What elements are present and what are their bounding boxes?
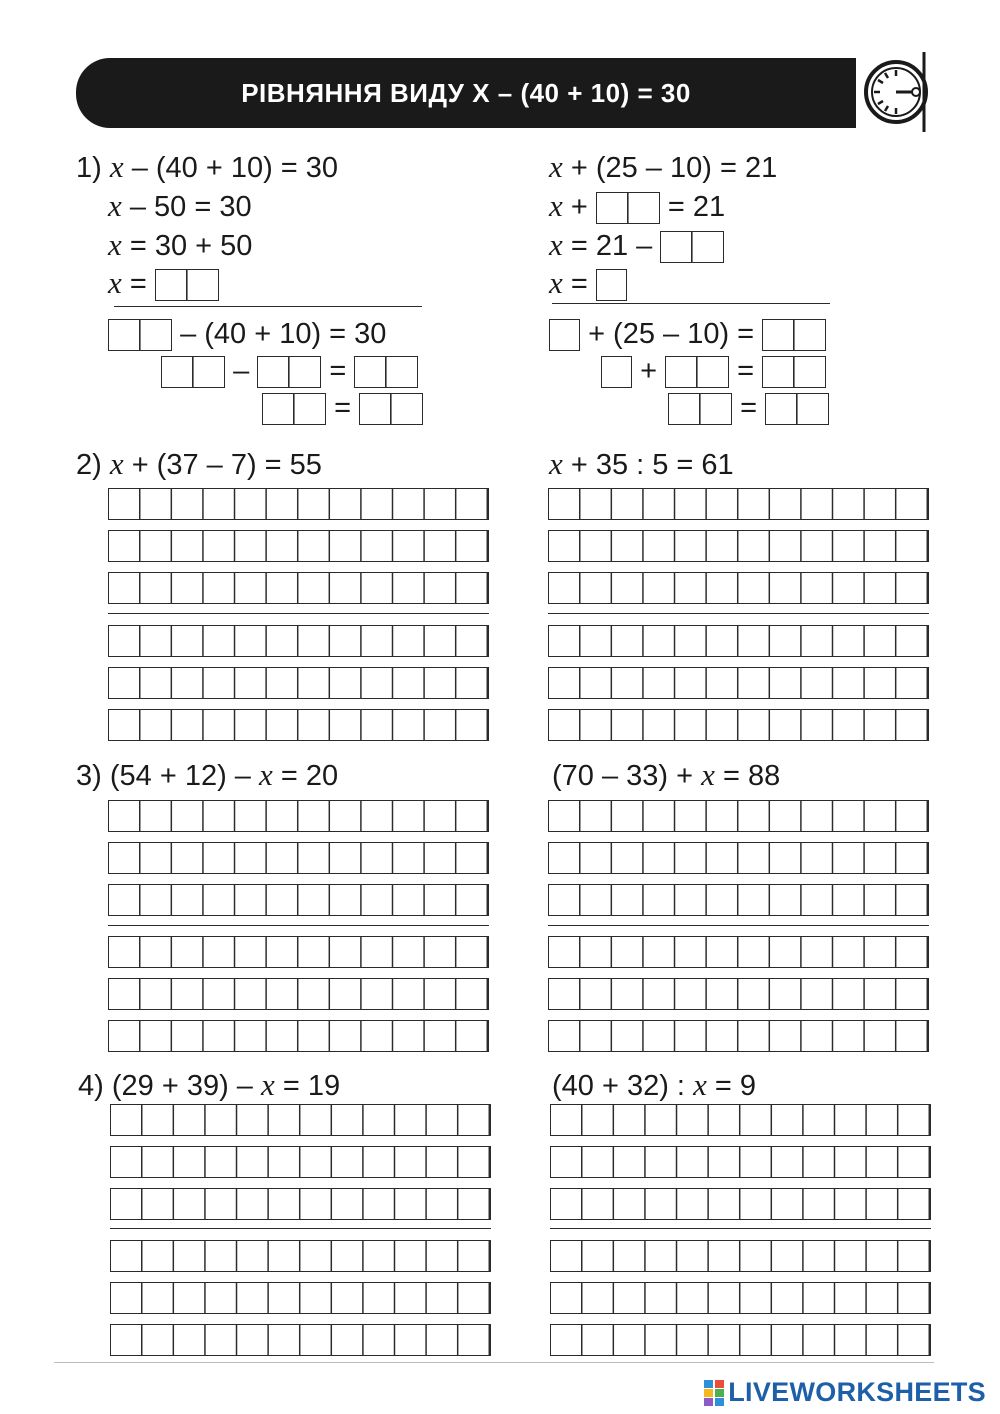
answer-box[interactable] [262, 393, 326, 425]
liveworksheets-logo-icon [704, 1380, 724, 1406]
divider [550, 1228, 931, 1229]
answer-grid-row[interactable] [108, 978, 489, 1010]
answer-grid-row[interactable] [548, 488, 929, 520]
task3-left-equation: 3) (54 + 12) – x = 20 [76, 757, 339, 792]
task3-right-equation: (70 – 33) + x = 88 [552, 757, 781, 792]
answer-box[interactable] [257, 356, 321, 388]
task1-right-line1: x + (25 – 10) = 21 [549, 149, 778, 184]
divider [110, 1228, 491, 1229]
answer-grid-row[interactable] [108, 530, 489, 562]
divider [114, 306, 422, 307]
divider [552, 303, 830, 304]
answer-grid-row[interactable] [548, 800, 929, 832]
answer-box[interactable] [596, 192, 660, 224]
task1-right-check1: + (25 – 10) = [549, 317, 826, 351]
answer-grid-row[interactable] [550, 1324, 931, 1356]
task1-left-check2: – = [161, 354, 418, 388]
answer-box[interactable] [596, 269, 627, 301]
answer-box[interactable] [108, 319, 172, 351]
task-number: 1) [76, 152, 102, 184]
answer-grid-row[interactable] [548, 667, 929, 699]
answer-grid-row[interactable] [550, 1146, 931, 1178]
answer-grid-row[interactable] [108, 1020, 489, 1052]
page-title: РІВНЯННЯ ВИДУ X – (40 + 10) = 30 [241, 77, 691, 108]
answer-grid-row[interactable] [548, 530, 929, 562]
divider [548, 613, 929, 614]
footer-divider [54, 1362, 934, 1363]
answer-grid-row[interactable] [548, 625, 929, 657]
answer-grid-row[interactable] [108, 625, 489, 657]
divider [108, 613, 489, 614]
task1-left-check1: – (40 + 10) = 30 [108, 317, 386, 351]
answer-grid-row[interactable] [110, 1146, 491, 1178]
task2-left-equation: 2) x + (37 – 7) = 55 [76, 446, 322, 481]
answer-box[interactable] [155, 269, 219, 301]
answer-grid-row[interactable] [548, 572, 929, 604]
answer-grid-row[interactable] [550, 1282, 931, 1314]
answer-grid-row[interactable] [108, 488, 489, 520]
answer-grid-row[interactable] [110, 1188, 491, 1220]
answer-grid-row[interactable] [548, 978, 929, 1010]
task1-left-line1: 1) x – (40 + 10) = 30 [76, 149, 339, 184]
answer-grid-row[interactable] [548, 936, 929, 968]
answer-box[interactable] [762, 319, 826, 351]
answer-grid-row[interactable] [110, 1282, 491, 1314]
answer-box[interactable] [762, 356, 826, 388]
task4-left-equation: 4) (29 + 39) – x = 19 [78, 1067, 341, 1102]
task1-right-line3: x = 21 – [549, 228, 724, 263]
task-number: 4) [78, 1070, 104, 1102]
answer-grid-row[interactable] [108, 884, 489, 916]
answer-grid-row[interactable] [108, 936, 489, 968]
task-number: 2) [76, 449, 102, 481]
answer-grid-row[interactable] [550, 1104, 931, 1136]
answer-grid-row[interactable] [108, 709, 489, 741]
task1-left-line2: x – 50 = 30 [108, 188, 252, 223]
answer-grid-row[interactable] [108, 842, 489, 874]
task1-left-check3: = [262, 391, 423, 425]
answer-box[interactable] [765, 393, 829, 425]
answer-grid-row[interactable] [548, 884, 929, 916]
answer-grid-row[interactable] [108, 572, 489, 604]
task-number: 3) [76, 760, 102, 792]
task1-right-check2: + = [601, 354, 826, 388]
answer-box[interactable] [549, 319, 580, 351]
answer-box[interactable] [601, 356, 632, 388]
answer-grid-row[interactable] [108, 800, 489, 832]
task4-right-equation: (40 + 32) : x = 9 [552, 1067, 757, 1102]
answer-grid-row[interactable] [108, 667, 489, 699]
task2-right-equation: x + 35 : 5 = 61 [549, 446, 734, 481]
answer-box[interactable] [354, 356, 418, 388]
answer-grid-row[interactable] [548, 1020, 929, 1052]
task1-left-line4: x = [108, 266, 219, 301]
answer-grid-row[interactable] [548, 709, 929, 741]
task1-right-line4: x = [549, 266, 627, 301]
answer-box[interactable] [665, 356, 729, 388]
answer-box[interactable] [660, 231, 724, 263]
task1-right-check3: = [668, 391, 829, 425]
answer-box[interactable] [161, 356, 225, 388]
task1-left-line3: x = 30 + 50 [108, 227, 253, 262]
answer-box[interactable] [359, 393, 423, 425]
clock-icon [856, 52, 928, 132]
answer-grid-row[interactable] [550, 1240, 931, 1272]
answer-grid-row[interactable] [110, 1240, 491, 1272]
divider [548, 925, 929, 926]
task1-right-line2: x + = 21 [549, 188, 726, 223]
divider [108, 925, 489, 926]
footer-logo [704, 1377, 986, 1408]
answer-box[interactable] [668, 393, 732, 425]
answer-grid-row[interactable] [110, 1104, 491, 1136]
answer-grid-row[interactable] [110, 1324, 491, 1356]
answer-grid-row[interactable] [548, 842, 929, 874]
answer-grid-row[interactable] [550, 1188, 931, 1220]
footer-brand: LIVEWORKSHEETS [728, 1377, 986, 1407]
